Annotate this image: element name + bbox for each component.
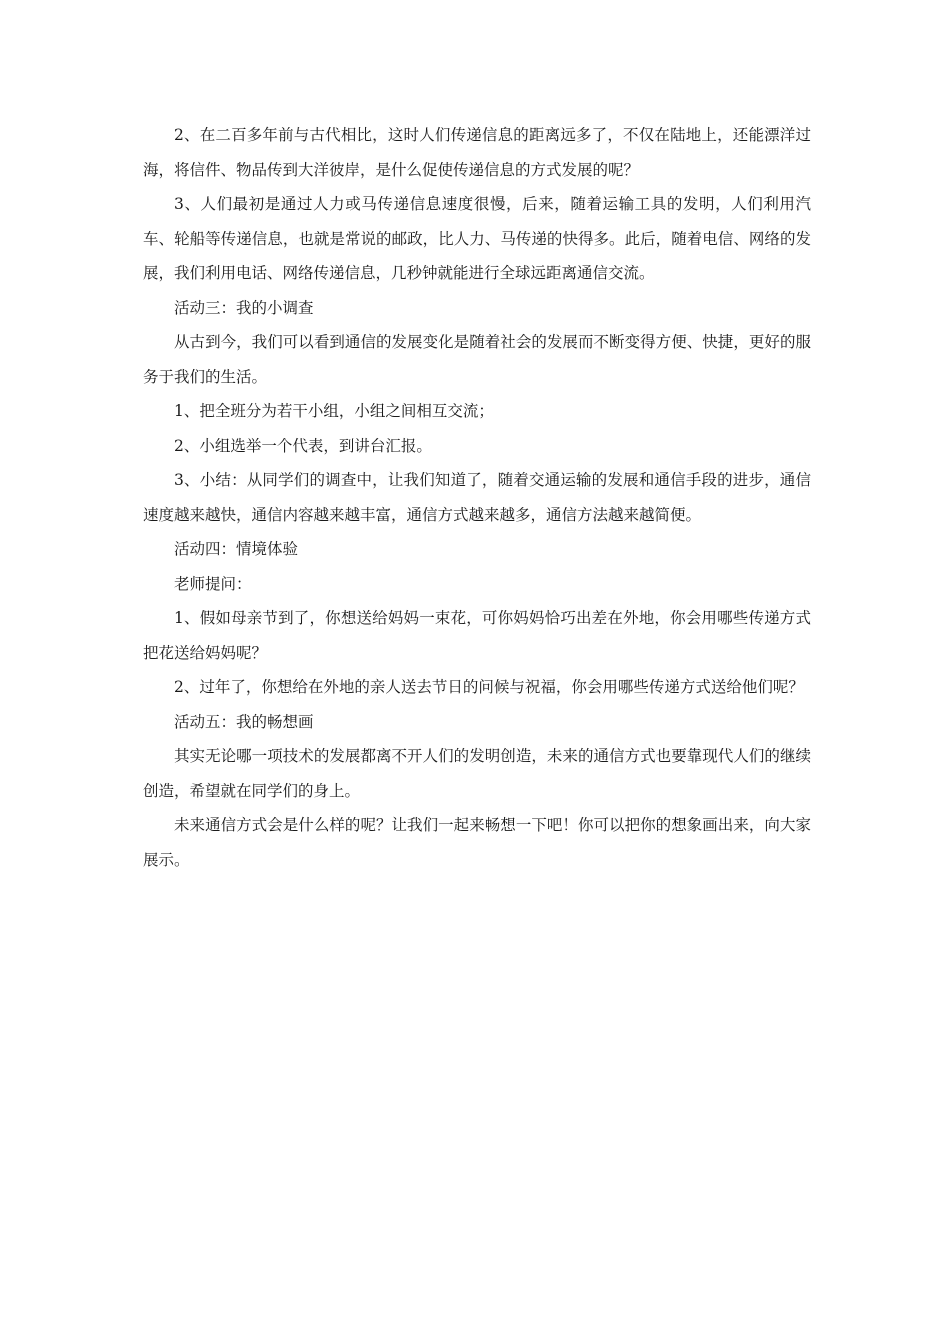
heading-activity-3: 活动三：我的小调查 — [174, 298, 314, 317]
paragraph-answer-3: 3、人们最初是通过人力或马传递信息速度很慢，后来，随着运输工具的发明，人们利用汽车、轮船等传递信息，也就是常说的邮政，比人力、马传递的快得多。此后，随着电信、网络的发展，我们利用电话、网络传递信息，几秒钟就能进行全球远距离通信交流。 — [143, 195, 811, 282]
paragraph-activity-3-summary: 3、小结：从同学们的调查中，让我们知道了，随着交通运输的发展和通信手段的进步，通信速度越来越快，通信内容越来越丰富，通信方式越来越多，通信方法越来越简便。 — [143, 471, 811, 524]
paragraph-activity-3-step-1: 1、把全班分为若干小组，小组之间相互交流； — [174, 402, 494, 420]
document-body — [143, 118, 811, 877]
paragraph-teacher-question: 老师提问： — [174, 574, 252, 593]
heading-activity-4: 活动四：情境体验 — [174, 540, 299, 558]
paragraph-activity-5-intro: 其实无论哪一项技术的发展都离不开人们的发明创造，未来的通信方式也要靠现代人们的继续创造，希望就在同学们的身上。 — [143, 747, 811, 800]
paragraph-activity-4-question-1: 1、假如母亲节到了，你想送给妈妈一束花，可你妈妈恰巧出差在外地，你会用哪些传递方式把花送给妈妈呢？ — [143, 609, 811, 662]
paragraph-question-2: 2、在二百多年前与古代相比，这时人们传递信息的距离远多了，不仅在陆地上，还能漂洋过海，将信件、物品传到大洋彼岸，是什么促使传递信息的方式发展的呢？ — [143, 126, 811, 179]
paragraph-activity-3-step-2: 2、小组选举一个代表，到讲台汇报。 — [174, 436, 432, 455]
paragraph-activity-3-intro: 从古到今，我们可以看到通信的发展变化是随着社会的发展而不断变得方便、快捷，更好的服务于我们的生活。 — [143, 333, 811, 386]
paragraph-activity-4-question-2: 2、过年了，你想给在外地的亲人送去节日的问候与祝福，你会用哪些传递方式送给他们呢？ — [174, 678, 804, 696]
heading-activity-5: 活动五：我的畅想画 — [174, 712, 314, 731]
paragraph-activity-5-prompt: 未来通信方式会是什么样的呢？让我们一起来畅想一下吧！你可以把你的想象画出来，向大家展示。 — [143, 816, 811, 869]
